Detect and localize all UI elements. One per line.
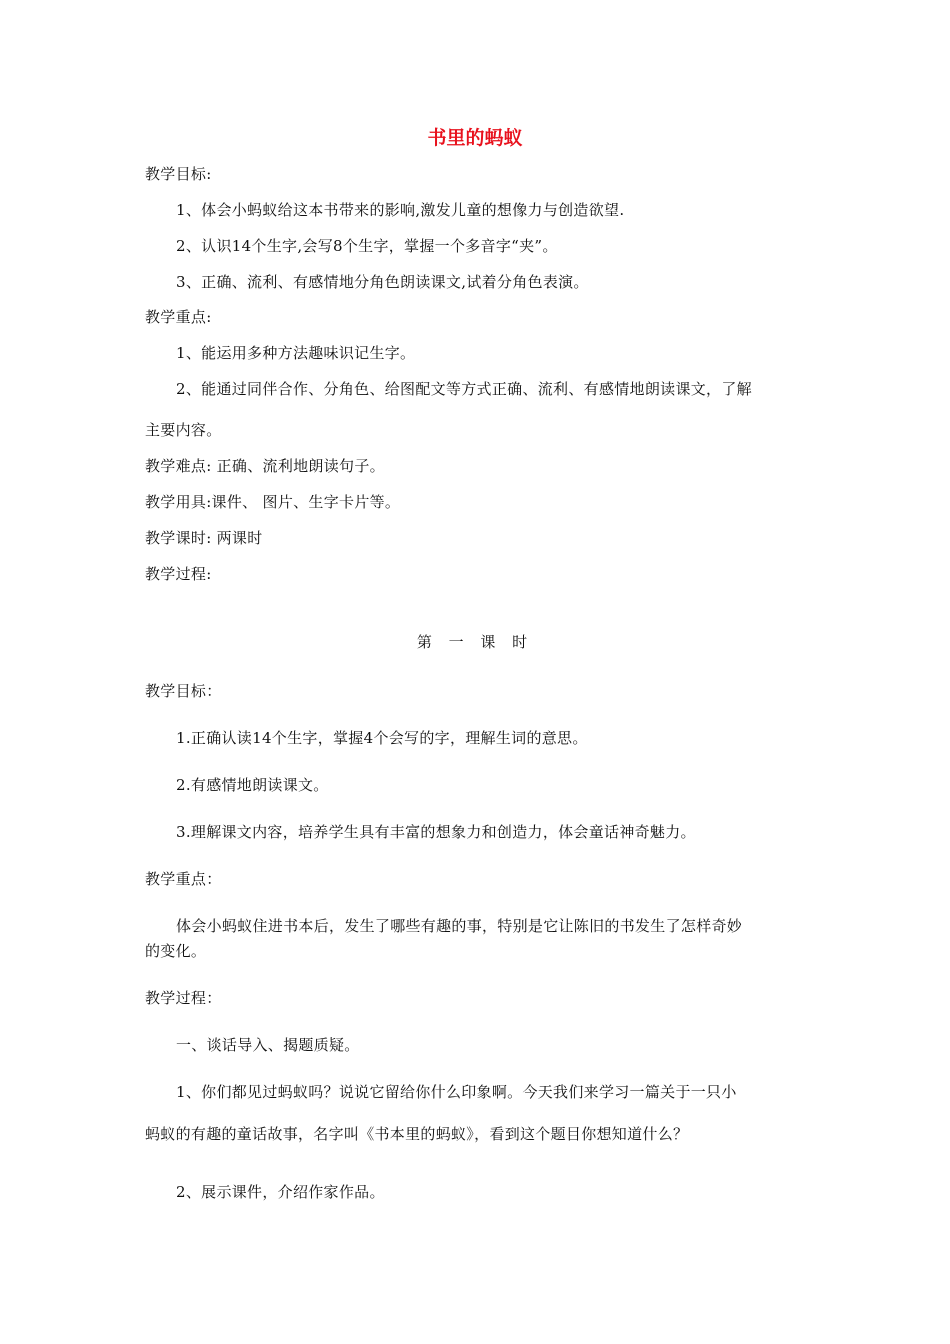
- lesson-heading-key-points: 教学重点：: [145, 870, 222, 888]
- section-heading-key-points: 教学重点:: [145, 308, 212, 326]
- process-step-1-item-2: 2、展示课件，介绍作家作品。: [176, 1183, 385, 1201]
- process-step-1-item-1: 1、你们都见过蚂蚁吗？说说它留给你什么印象啊。今天我们来学习一篇关于一只小: [176, 1083, 737, 1101]
- lesson-heading-process: 教学过程：: [145, 989, 222, 1007]
- objective-item-3: 3、正确、流利、有感情地分角色朗读课文,试着分角色表演。: [176, 273, 589, 291]
- document-title: 书里的蚂蚁: [427, 127, 523, 149]
- key-point-item-2-continued: 主要内容。: [145, 421, 222, 439]
- lesson-key-point-text-continued: 的变化。: [145, 942, 207, 960]
- key-point-item-1: 1、能运用多种方法趣味识记生字。: [176, 344, 416, 362]
- section-heading-process: 教学过程:: [145, 565, 212, 583]
- class-hours-line: 教学课时: 两课时: [145, 529, 263, 547]
- process-step-1-heading: 一、谈话导入、揭题质疑。: [176, 1036, 360, 1054]
- lesson-objective-item-2: 2.有感情地朗读课文。: [176, 776, 329, 794]
- key-point-item-2: 2、能通过同伴合作、分角色、给图配文等方式正确、流利、有感情地朗读课文，了解: [176, 380, 752, 398]
- lesson-key-point-text: 体会小蚂蚁住进书本后，发生了哪些有趣的事，特别是它让陈旧的书发生了怎样奇妙: [176, 917, 743, 935]
- teaching-aids-line: 教学用具:课件、 图片、生字卡片等。: [145, 493, 401, 511]
- lesson-objective-item-3: 3.理解课文内容，培养学生具有丰富的想象力和创造力，体会童话神奇魅力。: [176, 823, 696, 841]
- process-step-1-item-1-continued: 蚂蚁的有趣的童话故事，名字叫《书本里的蚂蚁》，看到这个题目你想知道什么？: [145, 1125, 689, 1143]
- objective-item-2: 2、认识14个生字,会写8个生字，掌握一个多音字“夹”。: [176, 237, 558, 255]
- lesson-objective-item-1: 1.正确认读14个生字，掌握4个会写的字，理解生词的意思。: [176, 729, 588, 747]
- objective-item-1: 1、体会小蚂蚁给这本书带来的影响,激发儿童的想像力与创造欲望.: [176, 201, 625, 219]
- lesson-heading-objectives: 教学目标：: [145, 682, 222, 700]
- section-heading-objectives: 教学目标:: [145, 165, 212, 183]
- lesson-heading: 第 一 课 时: [416, 633, 534, 651]
- difficulties-line: 教学难点: 正确、流利地朗读句子。: [145, 457, 385, 475]
